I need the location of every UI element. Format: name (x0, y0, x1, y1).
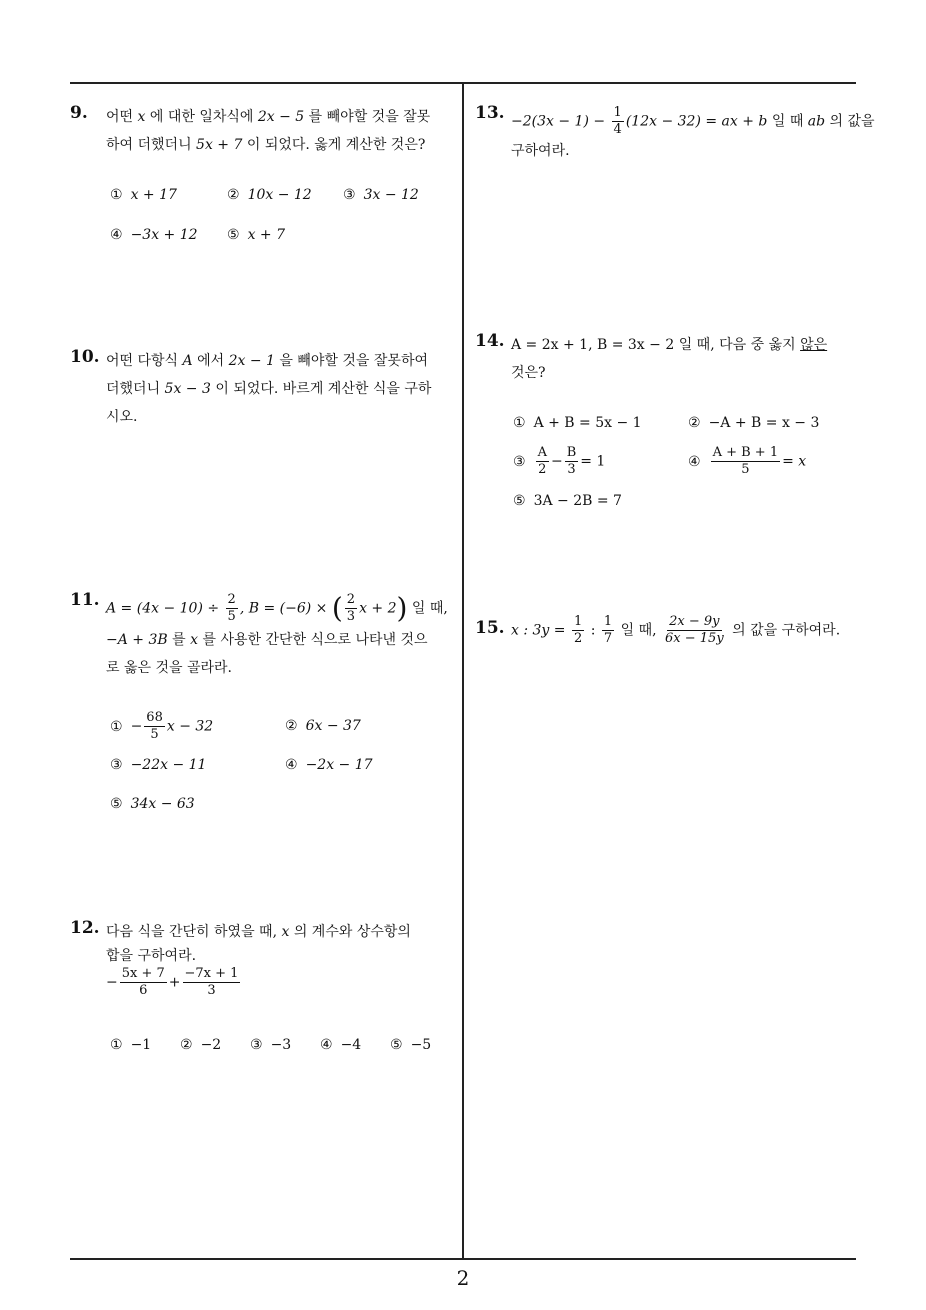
denominator: 5 (741, 462, 750, 477)
option-5[interactable] (110, 796, 195, 812)
text: 일 때 (767, 113, 808, 130)
option-mark: ① (110, 718, 123, 735)
numerator: A + B + 1 (712, 445, 779, 460)
page-number: 2 (456, 1266, 470, 1290)
fraction (226, 592, 238, 625)
text: 하여 더했더니 (106, 137, 197, 153)
math: x : 3y = (511, 622, 570, 639)
numerator: 2 (346, 592, 356, 607)
option-3[interactable] (343, 187, 419, 203)
text: 다음 식을 간단히 하였을 때, (106, 924, 282, 940)
math: 2x − 5 (257, 109, 305, 125)
question-text (511, 105, 875, 165)
question-number: 12. (70, 918, 100, 938)
option-text: −5 (410, 1037, 432, 1053)
option-mark: ② (227, 187, 240, 203)
question-number: 10. (70, 347, 100, 367)
math: −2(3x − 1) − (511, 113, 610, 130)
option-mark: ③ (110, 757, 123, 773)
fraction (612, 105, 624, 138)
fraction (536, 445, 549, 478)
option-mark: ① (110, 1037, 123, 1053)
denominator: 3 (567, 462, 576, 477)
text: 이 되었다. 바르게 계산한 식을 구하 (210, 381, 432, 397)
option-text: −3x + 12 (130, 227, 198, 243)
numerator: 2x − 9y (669, 614, 720, 629)
math: ab (807, 113, 826, 130)
option-text: 3A − 2B = 7 (533, 493, 622, 509)
text: 이 되었다. 옳게 계산한 것은? (242, 137, 426, 153)
fraction (663, 614, 726, 647)
math: A = (4x − 10) ÷ (106, 600, 224, 617)
question-11 (70, 590, 460, 820)
paren: ) (396, 591, 408, 625)
math: : (586, 622, 600, 639)
option-2[interactable] (180, 1037, 221, 1053)
denominator: 6 (139, 983, 148, 998)
denominator: 2 (538, 462, 547, 477)
option-text: −1 (130, 1037, 152, 1053)
numerator: 68 (146, 710, 163, 725)
option-mark: ② (180, 1037, 193, 1053)
option-text: −A + B = x − 3 (708, 415, 820, 431)
numerator: 2 (227, 592, 236, 607)
option-1[interactable] (110, 1037, 151, 1053)
option-text: −3 (270, 1037, 292, 1053)
option-text: 6x − 37 (305, 718, 361, 734)
numerator: B (566, 445, 577, 460)
question-15 (475, 614, 860, 664)
option-3[interactable] (250, 1037, 291, 1053)
option-mark: ⑤ (227, 227, 240, 243)
option-text: = x (782, 453, 807, 470)
math: ax + b (721, 113, 768, 130)
math: − (106, 974, 118, 991)
text: 에서 (192, 353, 229, 369)
question-9 (70, 103, 460, 253)
numerator: 1 (613, 105, 622, 120)
question-text (511, 331, 827, 387)
text: 의 계수와 상수항의 (289, 924, 411, 940)
fraction (572, 614, 584, 647)
option-text: 10x − 12 (247, 187, 312, 203)
numerator: 1 (573, 614, 583, 629)
denominator: 2 (573, 631, 583, 646)
option-2[interactable] (688, 415, 819, 431)
numerator: A (537, 445, 547, 460)
option-mark: ① (110, 187, 123, 203)
option-1[interactable] (513, 415, 642, 431)
math: 2x − 1 (228, 353, 275, 369)
question-number: 11. (70, 590, 100, 610)
text: 것은? (511, 365, 546, 381)
option-mark: ③ (513, 453, 526, 470)
text: 구하여라. (511, 143, 570, 159)
numerator: 5x + 7 (121, 966, 165, 981)
math: A (182, 353, 193, 369)
option-mark: ⑤ (513, 493, 526, 509)
question-13 (475, 103, 875, 173)
denominator: 7 (603, 631, 613, 646)
text: 의 값을 (825, 113, 875, 130)
option-text: x + 7 (247, 227, 285, 243)
math: 5x + 7 (196, 137, 243, 153)
option-text: = 1 (580, 453, 606, 470)
text: 를 (167, 632, 191, 648)
option-mark: ⑤ (110, 796, 123, 812)
option-text: − (130, 718, 143, 735)
column-divider (462, 83, 464, 1259)
option-mark: ② (688, 415, 701, 431)
math: (12x − 32) = (625, 113, 722, 130)
option-mark: ⑤ (390, 1037, 403, 1053)
text: A = 2x + 1, B = 3x − 2 일 때, 다음 중 옳지 (511, 337, 801, 353)
text: 더했더니 (106, 381, 165, 397)
text: 일 때, (407, 600, 448, 617)
paren: ( (331, 591, 343, 625)
math: x + 2 (359, 600, 397, 617)
math: −A + 3B (106, 632, 168, 648)
fraction (565, 445, 579, 478)
option-5[interactable] (227, 227, 285, 243)
math: , B = (−6) × (239, 600, 332, 617)
math: x (190, 632, 199, 648)
option-1[interactable] (110, 710, 213, 743)
denominator: 4 (613, 122, 622, 137)
option-5[interactable] (513, 493, 622, 509)
question-10 (70, 347, 460, 447)
option-text: −2 (200, 1037, 222, 1053)
option-text: A + B = 5x − 1 (533, 415, 642, 431)
option-text: −22x − 11 (130, 757, 207, 773)
text: 를 빼야할 것을 잘못 (304, 109, 431, 125)
option-text: −2x − 17 (305, 757, 373, 773)
option-mark: ④ (688, 453, 701, 470)
option-2[interactable] (227, 187, 312, 203)
fraction (711, 445, 781, 478)
fraction (345, 592, 357, 625)
fraction (602, 614, 614, 647)
option-5[interactable] (390, 1037, 431, 1053)
option-mark: ④ (320, 1037, 333, 1053)
option-4[interactable] (110, 227, 198, 243)
denominator: 3 (346, 609, 356, 624)
option-text: x + 17 (130, 187, 177, 203)
text: 을 빼야할 것을 잘못하여 (274, 353, 428, 369)
denominator: 3 (207, 983, 216, 998)
math: x (137, 109, 146, 125)
denominator: 5 (150, 727, 159, 742)
question-number: 14. (475, 331, 505, 351)
option-text: 3x − 12 (363, 187, 419, 203)
option-1[interactable] (110, 187, 177, 203)
denominator: 6x − 15y (665, 631, 724, 646)
math: + (168, 974, 181, 991)
question-14 (475, 331, 860, 521)
option-4[interactable] (320, 1037, 361, 1053)
option-text: − (550, 453, 563, 470)
text: 어떤 (106, 109, 138, 125)
question-number: 13. (475, 103, 505, 123)
math: x (281, 924, 290, 940)
option-mark: ③ (250, 1037, 263, 1053)
text: 일 때, (616, 622, 662, 639)
option-3[interactable] (110, 757, 206, 773)
fraction (183, 966, 241, 999)
text: 의 값을 구하여라. (727, 622, 841, 639)
question-12 (70, 918, 460, 1068)
option-mark: ④ (110, 227, 123, 243)
fraction (120, 966, 167, 999)
option-mark: ④ (285, 757, 298, 773)
numerator: −7x + 1 (184, 966, 239, 981)
option-text: −4 (340, 1037, 362, 1053)
text: 합을 구하여라. (106, 948, 197, 964)
text: 시오. (106, 409, 138, 425)
text: 로 옳은 것을 골라라. (106, 660, 232, 676)
option-2[interactable] (285, 718, 361, 734)
bottom-rule (70, 1258, 856, 1260)
option-4[interactable] (285, 757, 373, 773)
text: 에 대한 일차식에 (145, 109, 258, 125)
fraction (144, 710, 165, 743)
emphasis: 않은 (800, 337, 828, 353)
question-text (106, 347, 431, 431)
option-mark: ③ (343, 187, 356, 203)
question-number: 9. (70, 103, 88, 123)
question-text (106, 103, 430, 159)
option-mark: ② (285, 718, 298, 734)
question-text (106, 592, 448, 682)
option-4[interactable] (688, 445, 806, 478)
question-text (511, 614, 840, 647)
option-3[interactable] (513, 445, 605, 478)
question-number: 15. (475, 618, 505, 638)
denominator: 5 (227, 609, 236, 624)
option-mark: ① (513, 415, 526, 431)
option-text: 34x − 63 (130, 796, 195, 812)
math: 5x − 3 (164, 381, 211, 397)
question-text (106, 918, 411, 999)
numerator: 1 (603, 614, 613, 629)
option-text: x − 32 (166, 718, 214, 735)
text: 를 사용한 간단한 식으로 나타낸 것으 (198, 632, 428, 648)
text: 어떤 다항식 (106, 353, 183, 369)
